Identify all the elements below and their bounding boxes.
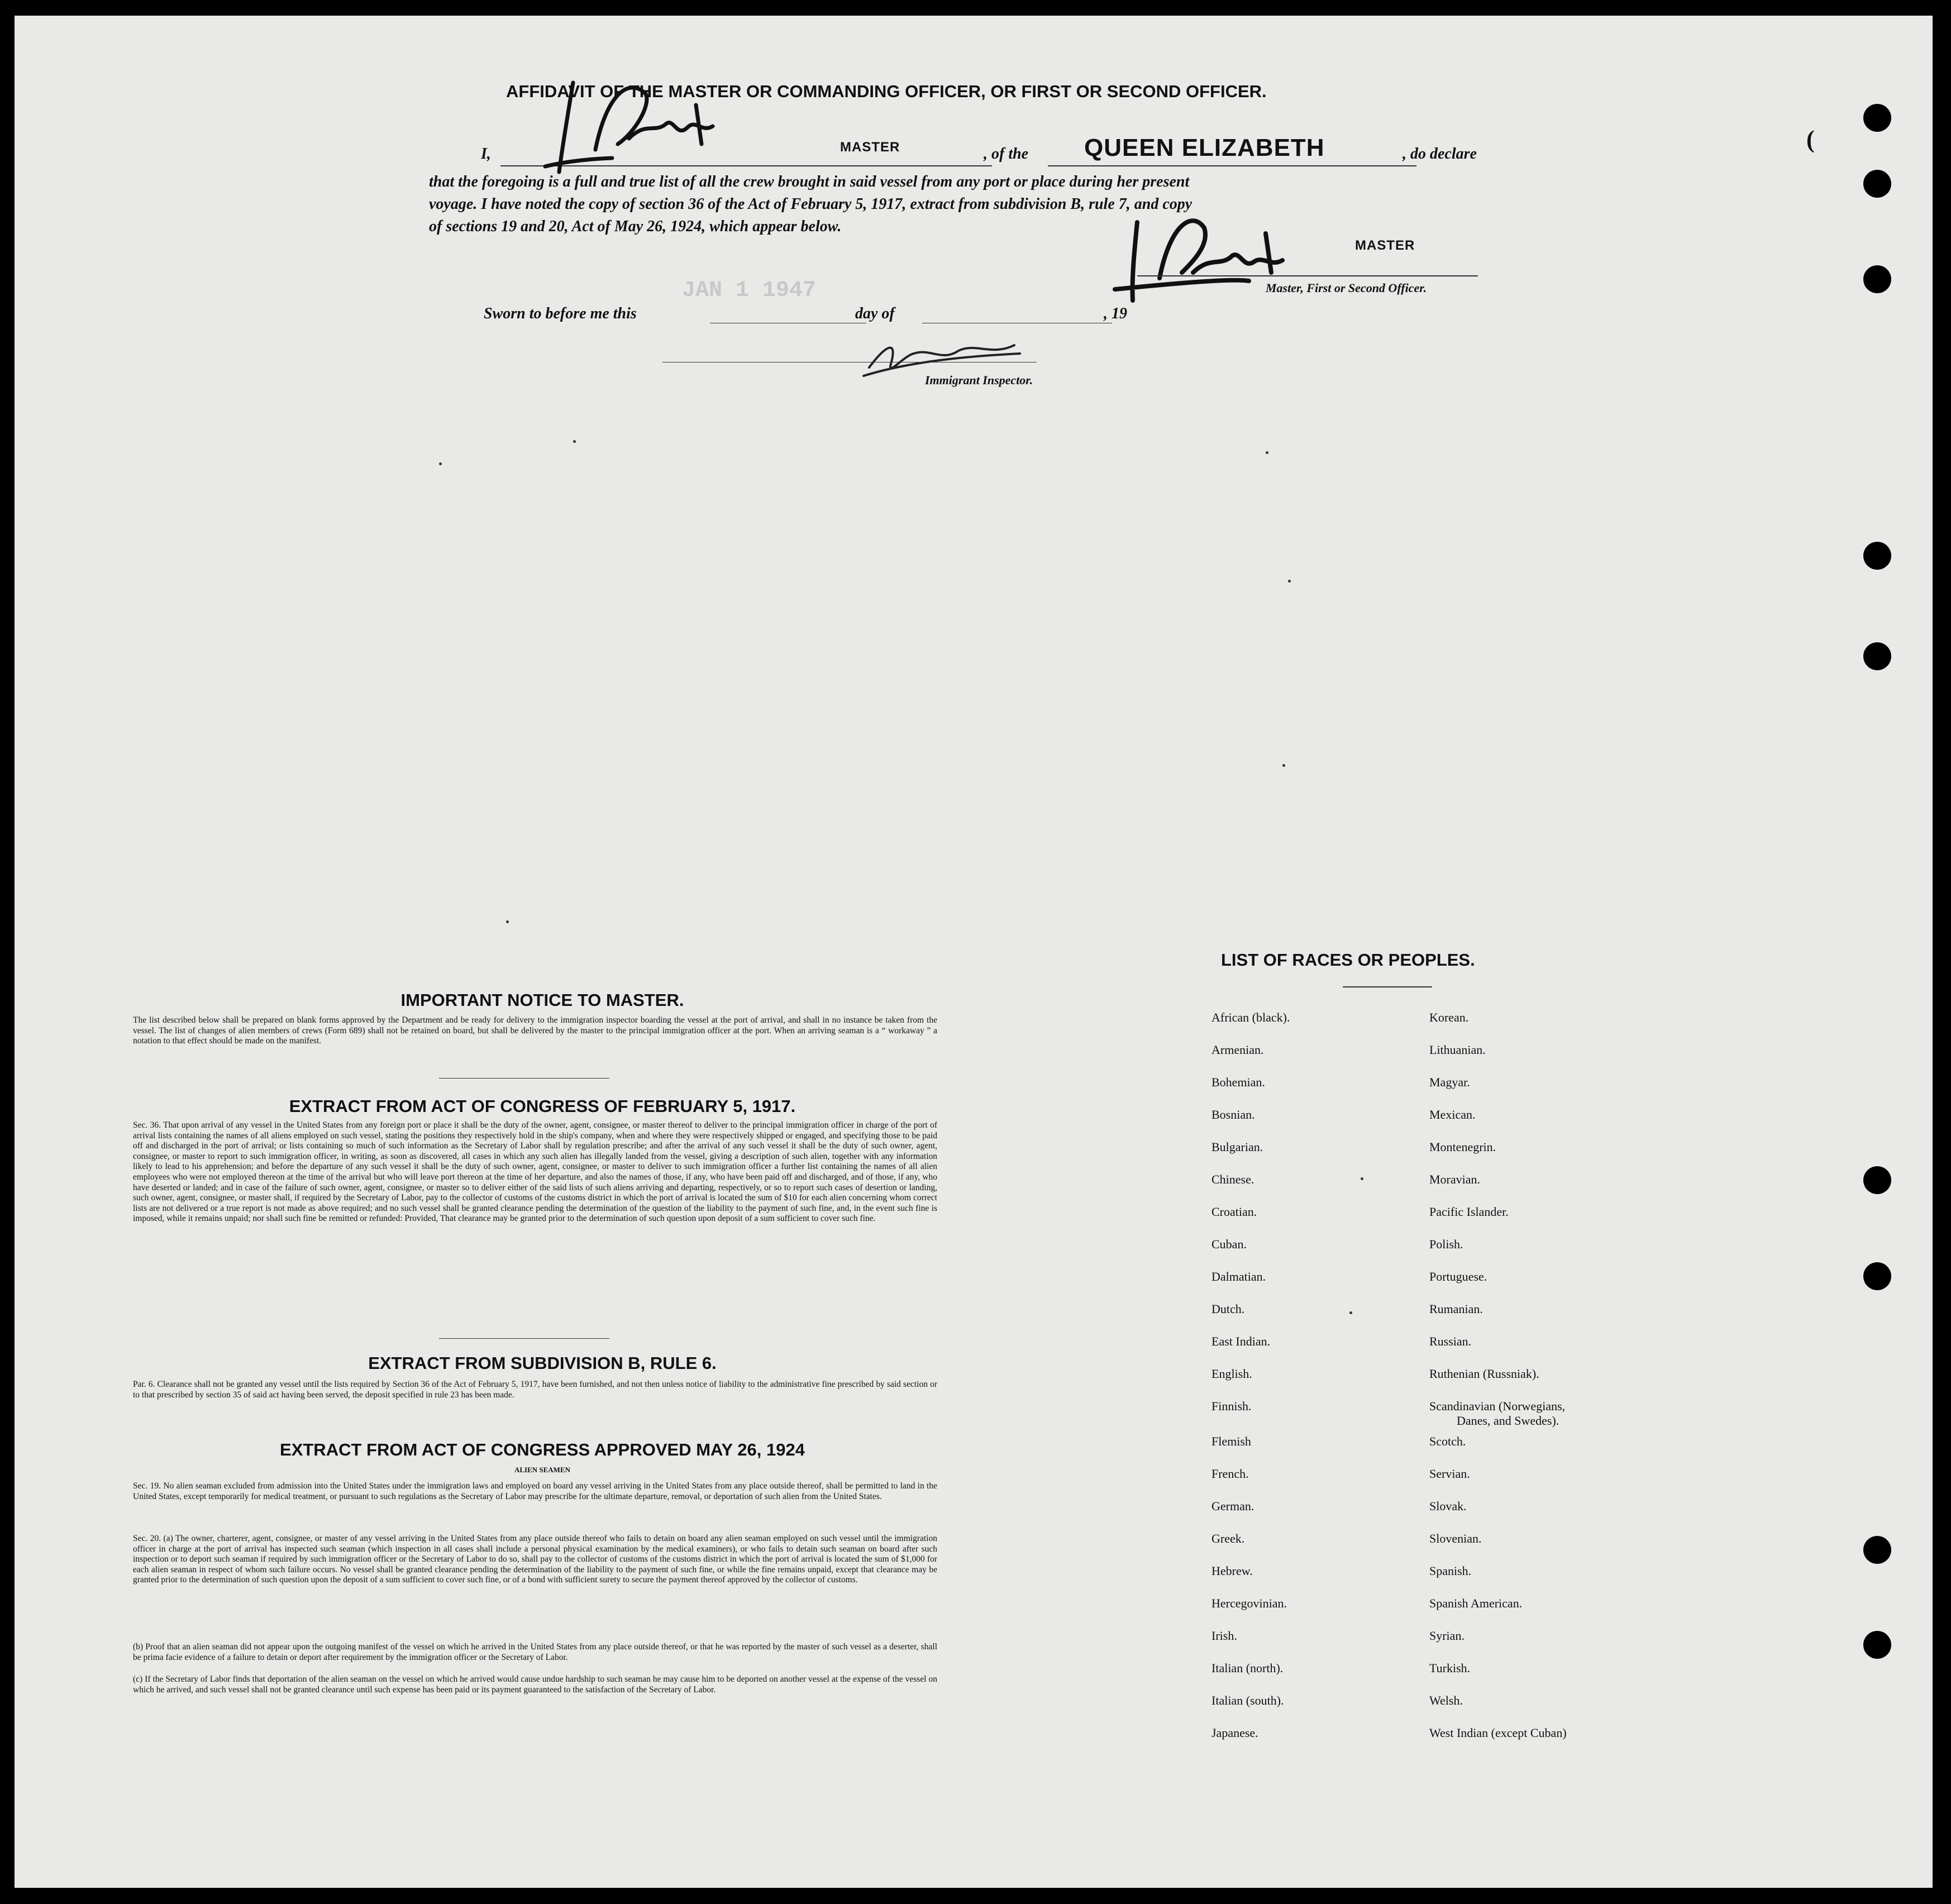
of-the-label: , of the [984,145,1029,163]
section-20c-text: (c) If the Secretary of Labor finds that deportation of the alien seaman on the vessel on which he arrived would cause undue hardship to such seaman he may cause him to be deported on another vessel at the expense of the vessel on which he arrived, and such vessel shall not be granted clearance until such expense has been paid or its payment guaranteed to the satisfaction of the Secretary of Labor. [133,1674,937,1695]
extract-1917-text: Sec. 36. That upon arrival of any vessel in the United States from any foreign port or place it shall be the duty of the owner, agent, consignee, or master thereof to deliver to the principal immigration officer in charge of the port of arrival lists containing the names of all aliens employed on such vessel, stating the positions they respectively hold in the ship's company, when and where they were respectively shipped or engaged, and specifying those to be paid off and discharged in the port of arrival; or lists containing so much of such information as the Secretary of Labor shall by regulation prescribe; and after the arrival of any such vessel it shall be the duty of such owner, agent, consignee, or master to report to such immigration officer, in writing, as soon as discovered, all cases in which any such alien has illegally landed from the vessel, giving a description of such alien, together with any information likely to lead to his apprehension; and before the departure of any such vessel it shall be the duty of such owner, agent, consignee, or master to deliver to such immigration officer a further list containing the names of all alien employees who were not employed thereon at the time of the arrival but who will leave port thereon at the time of her departure, and also the names of those, if any, who have been paid off and discharged, and of those, if any, who have deserted or landed; and in case of the failure of such owner, agent, consignee, or master so to deliver either of the said lists of such aliens arriving and departing, respectively, or so to report such cases of desertion or landing, such owner, agent, consignee, or master shall, if required by the Secretary of Labor, pay to the collector of customs of the customs district in which the port of arrival is located the sum of $10 for each alien concerning whom correct lists are not delivered or a true report is not made as above required; and no such vessel shall be granted clearance pending the determination of the question of the liability to the payment of such fine, and, in the event such fine is imposed, while it remains unpaid; nor shall such fine be remitted or refunded: Provided, That clearance may be granted prior to the determination of such question upon deposit of a sum sufficient to cover such fine. [133,1120,937,1224]
race-item: Turkish. [1429,1661,1471,1675]
binder-hole [1863,104,1891,132]
race-item: Moravian. [1429,1172,1481,1186]
section-19-text: Sec. 19. No alien seaman excluded from admission into the United States under the immigration laws and employed on board any vessel arriving in the United States from any place outside thereof, shall be permitted to land in the United States, except temporarily for medical treatment, or pursuant to such regulations as the Secretary of Labor may prescribe for the ultimate departure, removal, or deportation of such alien from the United States. [133,1481,937,1501]
binder-hole [1863,1631,1891,1659]
race-item: West Indian (except Cuban) [1429,1726,1567,1740]
race-item: African (black). [1211,1010,1290,1024]
race-item: French. [1211,1467,1249,1481]
race-item: Armenian. [1211,1043,1264,1057]
race-item: Irish. [1211,1629,1237,1643]
ship-name-stamp: QUEEN ELIZABETH [1084,134,1325,161]
sworn-label: Sworn to before me this [484,305,637,322]
race-item: Montenegrin. [1429,1140,1496,1154]
signature-line [1137,275,1478,276]
race-item: Spanish. [1429,1564,1472,1578]
race-item: Italian (north). [1211,1661,1284,1675]
master-stamp: MASTER [840,140,900,155]
notice-text: The list described below shall be prepared on blank forms approved by the Department and be ready for delivery to the immigration inspector boarding the vessel at the port of arrival, and shall in no instance be taken from the vessel. The list of changes of alien members of crews (Form 689) shall not be retained on board, but shall be delivered by the master to the principal immigration officer at the port. When an arriving seaman is a “ workaway ” a notation to that effect should be made on the manifest. [133,1015,937,1046]
notice-title: IMPORTANT NOTICE TO MASTER. [400,990,684,1010]
binder-hole [1863,1166,1891,1194]
inspector-caption: Immigrant Inspector. [925,373,1033,387]
ship-blank-line [1048,165,1416,166]
bleed-dot [1349,1311,1352,1314]
signature-caption: Master, First or Second Officer. [1266,281,1427,295]
notice-divider [439,1078,609,1079]
subdivision-b-text: Par. 6. Clearance shall not be granted any vessel until the lists required by Section 36 of the Act of February 5, 1917, have been furnished, and not then unless notice of liability to the administrative fine prescribed by said section or to that prescribed by section 35 of said act having been served, the deposit specified in rule 23 has been made. [133,1380,937,1400]
year-label: , 19 [1104,305,1127,322]
races-divider [1343,986,1432,987]
section-20b-text: (b) Proof that an alien seaman did not appear upon the outgoing manifest of the vessel on which he arrived in the United States from any place outside thereof, or that he was reported by the master of such vessel as a deserter, shall be prima facie evidence of a failure to detain or deport after requirement by the immigration officer or the Secretary of Labor. [133,1642,937,1662]
extract-1924-title: EXTRACT FROM ACT OF CONGRESS APPROVED MAY 26, 1924 [280,1440,805,1459]
race-item: Finnish. [1211,1399,1252,1413]
day-of-label: day of [855,305,895,322]
race-item: Magyar. [1429,1075,1470,1089]
race-item: Italian (south). [1211,1693,1284,1707]
race-item: Bohemian. [1211,1075,1265,1089]
race-item: Bosnian. [1211,1108,1255,1122]
race-item: Croatian. [1211,1205,1257,1219]
race-item-continuation: Danes, and Swedes). [1457,1414,1559,1428]
race-item: Ruthenian (Russniak). [1429,1367,1539,1381]
race-item: German. [1211,1499,1254,1513]
race-item: Slovak. [1429,1499,1467,1513]
edge-mark: ( [1806,126,1815,153]
race-item: Dalmatian. [1211,1270,1266,1283]
race-item: Scotch. [1429,1434,1466,1448]
affidavit-line-4: of sections 19 and 20, Act of May 26, 1924, which appear below. [429,218,842,235]
extract-1917-divider [439,1338,609,1339]
document-page [15,16,1933,1888]
race-item: Dutch. [1211,1302,1245,1316]
binder-hole [1863,170,1891,198]
race-item: English. [1211,1367,1252,1381]
race-item: Spanish American. [1429,1596,1523,1610]
race-item: Bulgarian. [1211,1140,1263,1154]
race-item: Lithuanian. [1429,1043,1486,1057]
race-item: East Indian. [1211,1334,1271,1348]
binder-hole [1863,1262,1891,1290]
race-item: Polish. [1429,1237,1463,1251]
binder-hole [1863,642,1891,670]
bleed-dot [1288,580,1291,583]
bleed-dot [1282,764,1285,767]
subdivision-b-title: EXTRACT FROM SUBDIVISION B, RULE 6. [368,1353,717,1373]
section-20a-text: Sec. 20. (a) The owner, charterer, agent, consignee, or master of any vessel arriving in the United States from any place outside thereof who fails to detain on board any alien seaman employed on such vessel until the immigration officer in charge at the port of arrival has inspected such seaman (which inspection in all cases shall include a personal physical examination by the medical examiners), or who fails to detain such seaman on board after such inspection or to deport such seaman if required by such immigration officer or the Secretary of Labor to do so, shall pay to the collector of customs of the customs district in which the port of arrival is located the sum of $1,000 for each alien seaman in respect of whom such failure occurs. No vessel shall be granted clearance pending the determination of the liability to the payment of such fine, or while the fine remains unpaid, except that clearance may be granted prior to the determination of such question upon the deposit of a sum sufficient to cover such fine, or of a bond with sufficient surety to secure the payment thereof approved by the collector of customs. [133,1534,937,1585]
race-item: Syrian. [1429,1629,1465,1643]
race-item: Chinese. [1211,1172,1254,1186]
bleed-dot [506,920,509,923]
race-item: Russian. [1429,1334,1472,1348]
signature-master-stamp: MASTER [1355,238,1415,253]
binder-hole [1863,542,1891,570]
bleed-dot [439,462,442,465]
race-item: Rumanian. [1429,1302,1483,1316]
race-item: Welsh. [1429,1693,1463,1707]
date-stamp: JAN 1 1947 [682,278,817,303]
alien-seamen-subtitle: ALIEN SEAMEN [514,1466,571,1474]
do-declare-label: , do declare [1403,145,1477,163]
races-title: LIST OF RACES OR PEOPLES. [1221,950,1475,970]
race-item: Portuguese. [1429,1270,1487,1283]
race-item: Korean. [1429,1010,1469,1024]
race-item: Scandinavian (Norwegians, [1429,1399,1566,1413]
bleed-dot [1361,1177,1363,1180]
race-item: Pacific Islander. [1429,1205,1509,1219]
bleed-dot [573,440,576,443]
binder-hole [1863,1536,1891,1564]
race-item: Japanese. [1211,1726,1258,1740]
race-item: Hercegovinian. [1211,1596,1287,1610]
race-item: Cuban. [1211,1237,1247,1251]
race-item: Hebrew. [1211,1564,1253,1578]
race-item: Servian. [1429,1467,1470,1481]
master-signature-bottom [1104,200,1327,323]
race-item: Mexican. [1429,1108,1476,1122]
affidavit-title: AFFIDAVIT OF THE MASTER OR COMMANDING OFFICER, OR FIRST OR SECOND OFFICER. [506,82,1267,101]
affidavit-i-label: I, [481,145,491,163]
affidavit-line-2: that the foregoing is a full and true list of all the crew brought in said vessel from any port or place during her present [429,173,1190,190]
race-item: Slovenian. [1429,1531,1482,1545]
extract-1917-title: EXTRACT FROM ACT OF CONGRESS OF FEBRUARY 5, 1917. [289,1096,796,1116]
master-signature-top [534,60,735,189]
race-item: Greek. [1211,1531,1245,1545]
bleed-dot [1266,451,1268,454]
binder-hole [1863,265,1891,293]
affidavit-line-3: voyage. I have noted the copy of section 36 of the Act of February 5, 1917, extract from subdivision B, rule 7, and copy [429,195,1192,213]
race-item: Flemish [1211,1434,1251,1448]
